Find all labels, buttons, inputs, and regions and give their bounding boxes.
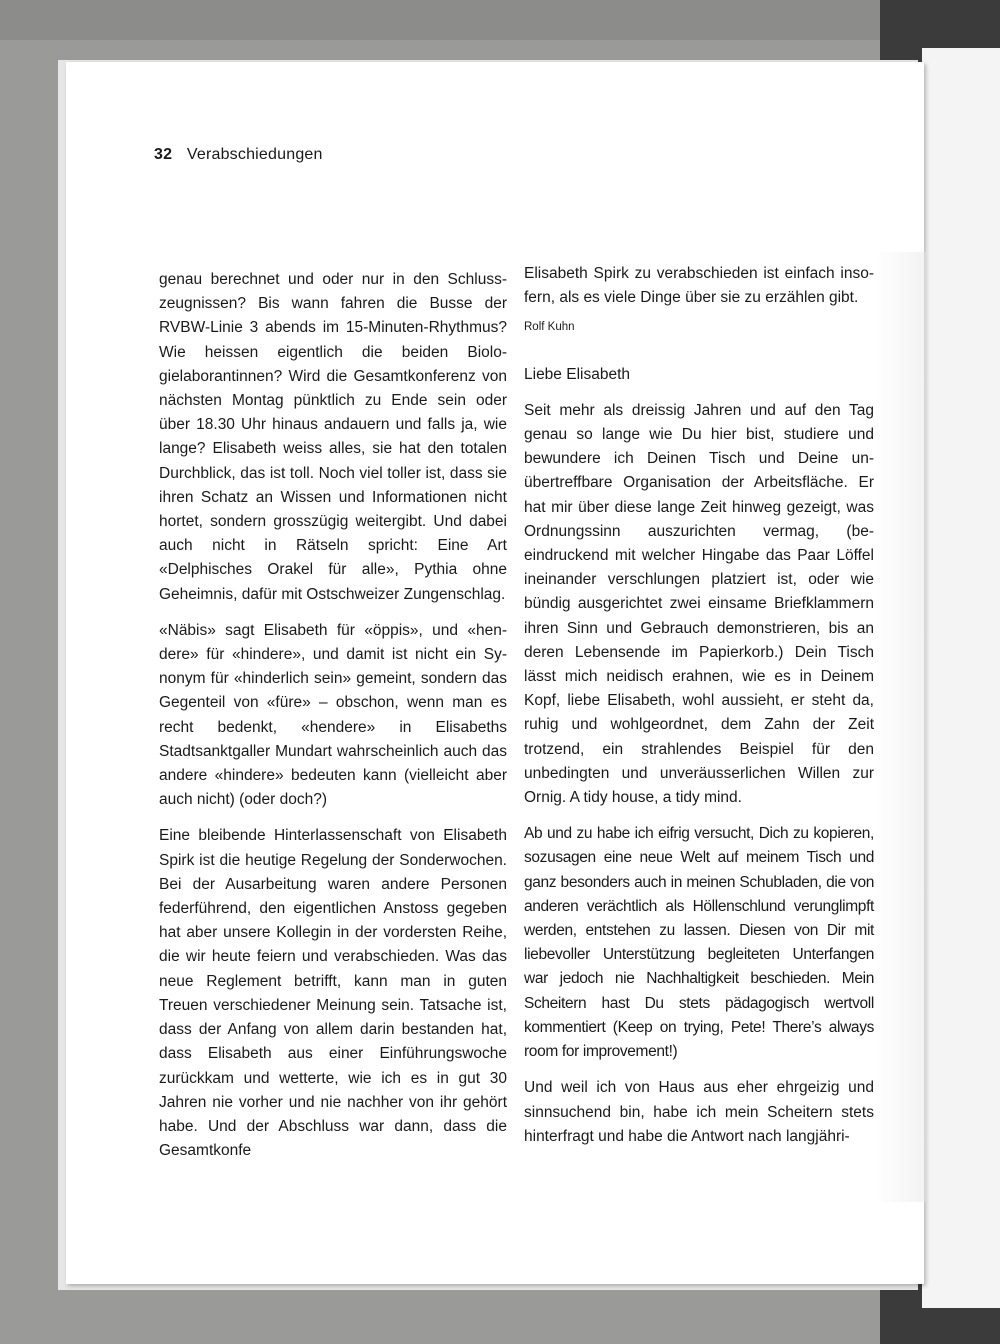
intro-text: Elisabeth Spirk zu verabschieden ist einfach insofern, als es viele Dinge über sie zu erzählen gibt.: [524, 265, 874, 307]
right-paragraph-1: Seit mehr als dreissig Jahren und auf den Tag genau so lange wie Du hier bist, studiere und bewundere ich Deinen Tisch und Deine unübertreffbare Organisation der Arbeitsfläche. Er hat mir über diese lange Zeit hinweg gezeigt, was Ordnungssinn auszurichten vermag, (beeindruckend mit welcher Hingabe das Paar Löffel ineinander verschlungen platziert ist, oder wie bündig ausgerichtet zwei einsame Briefklammern ihren Sinn und Gebrauch demonstrieren, bis an deren Lebensende im Papierkorb.) Dein Tisch lässt mich neidisch erahnen, wie es in Deinem Kopf, liebe Elisabeth, wohl aussieht, er steht da, ruhig und wohlgeordnet, dem Zahn der Zeit trotzend, ein strahlendes Beispiel für den unbedingten und unveräusserlichen Willen zur Ornig. A tidy house, a tidy mind.: [524, 401, 874, 807]
left-column: [159, 268, 507, 1163]
left-paragraph-1: genau berechnet und oder nur in den Schlusszeugnissen? Bis wann fahren die Busse der RVBW-Linie 3 abends im 15-Minuten-Rhythmus? Wie heissen eigentlich die beiden Biologielaborantinnen? Wird die Gesamtkonferenz von nächsten Montag pünktlich zu Ende sein oder über 18.30 Uhr hinaus andauern und falls ja, wie lange? Elisabeth weiss alles, sie hat den totalen Durchblick, das ist toll. Noch viel toller ist, dass sie ihren Schatz an Wissen und Informationen nicht hortet, sondern grosszügig weitergibt. Und dabei auch nicht in Rätseln spricht: Eine Art «Delphisches Orakel für alle», Pythia ohne Geheimnis, dafür mit Ostschweizer Zungenschlag.: [159, 271, 507, 603]
page-number: 32: [154, 146, 173, 163]
left-paragraph-2: «Näbis» sagt Elisabeth für «öppis», und «hendere» für «hindere», und damit ist nicht ein Synonym für «hinderlich sein» gemeint, sondern das Gegenteil von «füre» – obschon, wenn man es recht bedenkt, «hendere» in Elisabeths Stadtsanktgaller Mundart wahrscheinlich auch das andere «hindere» bedeuten kann (vielleicht aber auch nicht) (oder doch?): [159, 621, 507, 809]
scan-background-top: [0, 0, 1000, 40]
facing-page-edge: [922, 48, 1000, 1308]
right-paragraph-3: Und weil ich von Haus aus eher ehrgeizig und sinnsuchend bin, habe ich mein Scheitern stets hinterfragt und habe die Antwort nach langjähri-: [524, 1079, 874, 1145]
left-paragraph-3: Eine bleibende Hinterlassenschaft von Elisabeth Spirk ist die heutige Regelung der Sonderwochen. Bei der Ausarbeitung waren andere Personen federführend, den eigentlichen Anstoss gegeben hat aber unsere Kollegin in der vordersten Reihe, die wir heute feiern und verabschieden. Was das neue Reglement betrifft, kann man in guten Treuen verschiedener Meinung sein. Tatsache ist, dass der Anfang von allem darin bestanden hat, dass Elisabeth aus einer Einführungswoche zurückkam und wetterte, wie ich es in gut 30 Jahren nie vorher und nie nachher von ihr gehört habe. Und der Abschluss war dann, dass die Gesamtkonfe: [159, 827, 507, 1160]
book-page: [66, 62, 924, 1284]
running-head: [154, 146, 323, 164]
salutation: Liebe Elisabeth: [524, 365, 630, 383]
paper-show-through: [874, 252, 926, 1202]
right-column: [524, 262, 874, 1149]
section-title: Verabschiedungen: [186, 146, 323, 163]
right-paragraph-2: Ab und zu habe ich eifrig versucht, Dich zu kopieren, sozusagen eine neue Welt auf meinem Tisch und ganz besonders auch in meinen Schubladen, die von anderen verächtlich als Höllenschlund verunglimpft werden, entstehen zu lassen. Diesen von Dir mit liebevoller Unterstützung begleiteten Unterfangen war jedoch nie Nachhaltigkeit beschieden. Mein Scheitern hast Du stets pädagogisch wertvoll kommentiert (Keep on trying, Pete! There’s always room for improvement!): [524, 825, 874, 1061]
author-name: Rolf Kuhn: [524, 321, 575, 334]
